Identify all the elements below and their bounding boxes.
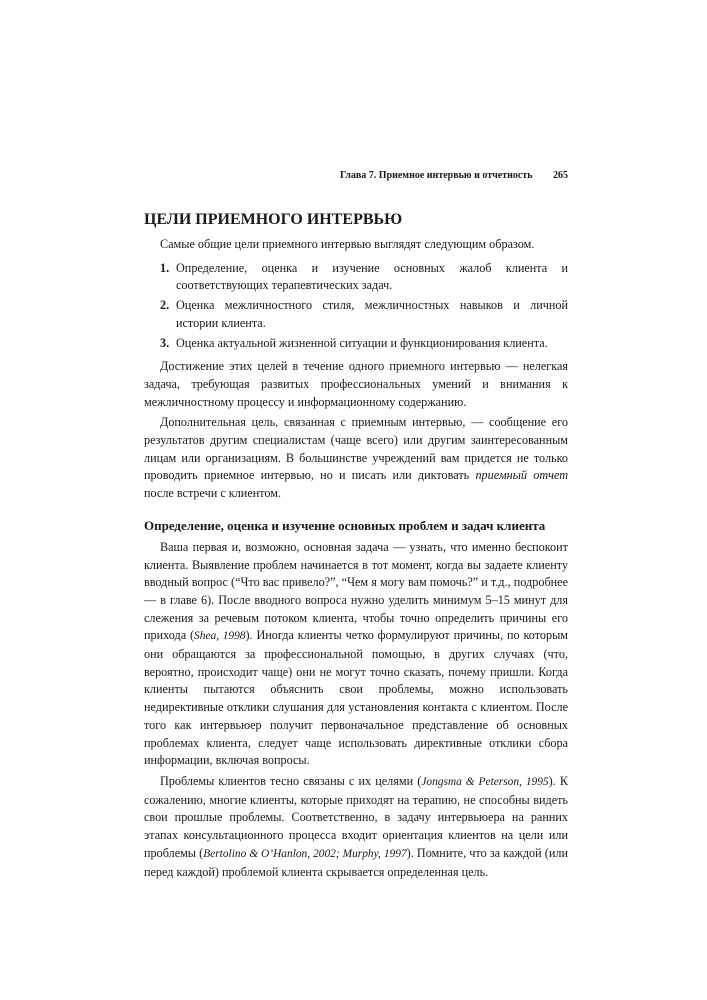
text-run: после встречи с клиентом.: [144, 486, 282, 501]
text-run: ). Иногда клиенты четко формулируют причины, по которым они обращаются за профессиональной помощью, в других случаях (что, вероятно, происходит чаще) они не могут точно сказать, почему пришли. Когда клиенты пытаются объяснить свои проблемы, можно использовать недирективные отклики слушания для установления контакта с клиентом. После того как интервьюер получит первоначальное представление об основных проблемах клиента, следует чаще использовать директивные отклики сбора информации, включая вопросы.: [144, 628, 568, 768]
emphasized-term: приемный отчет: [475, 468, 568, 483]
text-run: Проблемы клиентов тесно связаны с их целями (: [160, 773, 422, 788]
subsection-title: Определение, оценка и изучение основных проблем и задач клиента: [144, 517, 546, 533]
list-item: [144, 260, 568, 295]
body-paragraph: [144, 773, 568, 881]
text-run: Ваша первая и, возможно, основная задача — узнать, что именно беспокоит клиента. Выявление проблем начинается в тот момент, когда вы задаете клиенту вводный вопрос (“Что вас привело?”, “Чем я могу вам помочь?” и т.д., подробнее — в главе 6). После вводного вопроса нужно уделить минимум 5–15 минут для слежения за речевым потоком клиента, чтобы точно определить причины его прихода (: [144, 539, 568, 643]
list-item-number: 2.: [160, 298, 170, 313]
citation: Bertolino & O’Hanlon, 2002; Murphy, 1997: [203, 847, 407, 860]
body-paragraph: [144, 539, 568, 770]
list-item-text: Оценка межличностного стиля, межличностных навыков и личной истории клиента.: [176, 298, 568, 330]
list-item-text: Определение, оценка и изучение основных жалоб клиента и соответствующих терапевтических задач.: [176, 260, 568, 293]
body-paragraph: [144, 414, 568, 503]
list-item: [144, 335, 568, 353]
body-paragraph: Достижение этих целей в течение одного приемного интервью — нелегкая задача, требующая развитых профессиональных умений и внимания к межличностному процессу и информационному содержанию.: [144, 359, 568, 409]
section-title: ЦЕЛИ ПРИЕМНОГО ИНТЕРВЬЮ: [144, 211, 403, 228]
running-head: [144, 170, 568, 182]
goals-list: [144, 260, 568, 353]
text-run: Дополнительная цель, связанная с приемным интервью, — сообщение его результатов другим специалистам (чаще всего) или другим заинтересованным лицам или организациям. В большинстве учреждений вам придется не только проводить приемное интервью, но и писать или диктовать: [144, 415, 568, 483]
text-run: ). Помните, что за каждой (или перед каждой) проблемой клиента скрывается определенная цель.: [144, 845, 568, 879]
citation: Shea, 1998: [194, 630, 246, 643]
list-item: [144, 297, 568, 332]
intro-paragraph: Самые общие цели приемного интервью выглядят следующим образом.: [160, 237, 535, 251]
text-run: ). К сожалению, многие клиенты, которые приходят на терапию, не способны видеть свои прошлые проблемы. Соответственно, в задачу интервьюера на ранних этапах консультационного процесса входит ориентация клиентов на цели или проблемы (: [144, 773, 569, 860]
list-item-number: 3.: [160, 335, 170, 350]
book-page: [144, 170, 568, 884]
list-item-text: Оценка актуальной жизненной ситуации и функционирования клиента.: [176, 335, 548, 350]
citation: Jongsma & Peterson, 1995: [421, 775, 549, 788]
page-number: 265: [553, 170, 568, 181]
chapter-title: Глава 7. Приемное интервью и отчетность: [340, 170, 533, 181]
list-item-number: 1.: [160, 260, 170, 275]
